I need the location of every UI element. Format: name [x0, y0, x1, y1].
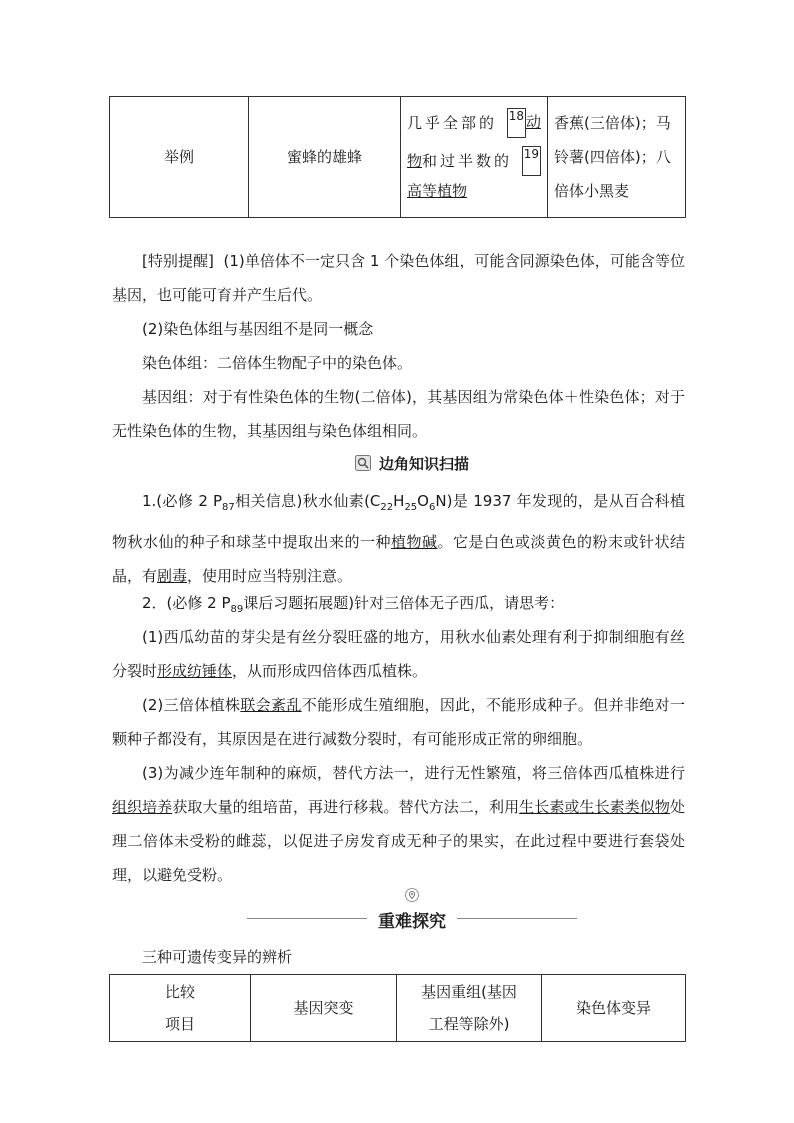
colchicine-paragraph: 1.(必修 2 $P_{87}$相关信息)秋水仙素$(C_{22}H_{25}O_6N)$是 1937 年发现的，是从百合科植物秋水仙的种子和球茎中提取出来的一种植物碱。它是白色或淡黄色的粉末或针状结晶，有剧毒，使用时应当特别注意。 — [112, 492, 685, 585]
row-header-example: 举例 — [110, 97, 249, 218]
blank-number-19: 19 — [522, 146, 541, 176]
answer-plant-alkaloid: 植物碱 — [390, 533, 438, 551]
diploid-text-1: 几乎全部的 — [407, 114, 498, 132]
answer-spindle: 形成纺锤体 — [157, 662, 233, 680]
table-row — [110, 97, 686, 218]
scan-heading: 边角知识扫描 — [355, 452, 469, 474]
divider-right — [457, 918, 577, 919]
header-compare-item: 比较 项目 — [110, 975, 251, 1042]
variation-comparison-table — [109, 974, 686, 1042]
intro-line: 三种可遗传变异的辨析 — [142, 948, 293, 966]
header-gene-recombination: 基因重组(基因 工程等除外) — [397, 975, 542, 1042]
polyploid-example: 香蕉(三倍体)；马 铃薯(四倍体)；八 倍体小黑麦 — [548, 97, 686, 218]
answer-auxin: 生长素或生长素类似物 — [519, 798, 670, 816]
answer-toxic: 剧毒 — [157, 567, 188, 585]
diploid-text-2: 和过半数的 — [422, 152, 513, 170]
example-table — [109, 96, 686, 218]
blank-number-18: 18 — [507, 108, 526, 138]
header-gene-mutation: 基因突变 — [251, 975, 397, 1042]
reminder-point-2: (2)染色体组与基因组不是同一概念 — [142, 320, 374, 338]
watermelon-question: 2．(必修 2 $P_{89}$课后习题拓展题)针对三倍体无子西瓜，请思考： — [142, 594, 565, 615]
genome-definition: 基因组：对于有性染色体的生物(二倍体)，其基因组为常染色体＋性染色体；对于无性染色体的生物，其基因组与染色体组相同。 — [112, 388, 685, 440]
haploid-example: 蜜蜂的雄蜂 — [249, 97, 401, 218]
reminder-paragraph — [112, 244, 685, 312]
table-row — [110, 975, 686, 1042]
chromosome-set-definition: 染色体组：二倍体生物配子中的染色体。 — [142, 354, 413, 372]
question-3: (3)为减少连年制种的麻烦，替代方法一，进行无性繁殖，将三倍体西瓜植株进行组织培养获取大量的组培苗，再进行移栽。替代方法二，利用生长素或生长素类似物处理二倍体未受粉的雌蕊，以促进子房发育成无种子的果实，在此过程中要进行套袋处理，以避免受粉。 — [112, 764, 685, 884]
question-2: (2)三倍体植株联会紊乱不能形成生殖细胞，因此，不能形成种子。但并非绝对一颗种子都没有，其原因是在进行减数分裂时，有可能形成正常的卵细胞。 — [112, 696, 685, 748]
diploid-answer: 高等植物 — [407, 182, 468, 200]
location-pin-icon — [405, 888, 419, 902]
header-chromosome-variation: 染色体变异 — [542, 975, 686, 1042]
answer-tissue-culture: 组织培养 — [112, 798, 173, 816]
reminder-label: [特别提醒] — [142, 252, 214, 270]
reminder-point-1: (1)单倍体不一定只含 1 个染色体组，可能含同源染色体，可能含等位基因，也可能可育并产生后代。 — [112, 252, 685, 304]
diploid-example: 几乎全部的 18 动 物和过半数的 19 高等植物 — [401, 97, 548, 218]
answer-synapsis: 联会紊乱 — [240, 696, 302, 714]
magnifier-icon — [355, 455, 371, 471]
section-title: 重难探究 — [378, 912, 446, 932]
question-1: (1)西瓜幼苗的芽尖是有丝分裂旺盛的地方，用秋水仙素处理有利于抑制细胞有丝分裂时形成纺锤体，从而形成四倍体西瓜植株。 — [112, 628, 685, 680]
section-heading — [247, 888, 577, 932]
